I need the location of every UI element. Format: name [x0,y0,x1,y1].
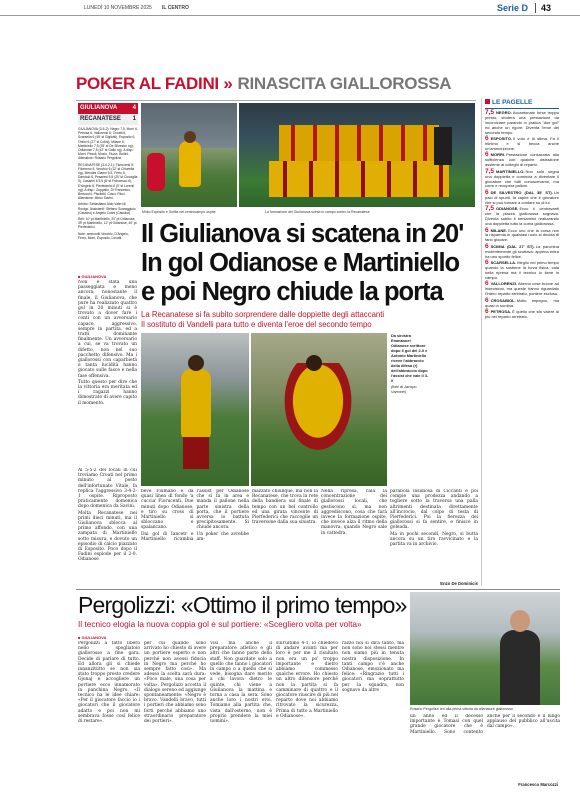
pagelle-vote: 7,5 [485,205,495,213]
byline-giulianova: ■ GIULIANOVA [78,274,107,279]
photo-action-head [188,355,204,371]
score-away-row [78,114,138,125]
pagelle-vote: 7,5 [485,109,495,116]
pagelle-vote: 7,5 [485,167,495,175]
photo-action-legs [183,437,209,469]
pagelle-vote: 6 [485,280,489,288]
headline-line-2: In gol Odianose e Martiniello [141,249,460,277]
kicker-right: RINASCITA GIALLOROSSA [237,74,452,93]
section-rule [76,589,560,590]
score-home-row [78,103,138,114]
photo-action-runner [181,369,211,439]
pagelle-player: MORRI. [490,152,506,158]
pagelle-vote: 6 [485,308,489,316]
sheet-note: Note: ammoniti Vecchio, D'Angelo, Ferro, Morri, Esposito, Lovotti. [78,231,129,240]
photo-team-goalkeeper [434,127,452,165]
pagelle-item [485,282,559,297]
score-home-team: GIULIANOVA [80,105,118,111]
caption-player-left: Mirko Esposito e Sofilla nel centrocampo ospite [142,210,216,214]
pagelle-item [485,167,559,190]
pagelle-vote: 6 [485,242,489,250]
photo-hug [251,333,387,486]
pagelle-comment: Ecco il centravanti che la piazza giallorossa sognava. Diventa subito il beniamino realizzando una doppietta tutto la curva giallorossa. [485,206,559,226]
photo-opponent-figure [147,153,165,191]
article2-col3-text: Visi ma anche il preparatore atletico e gli altri che fanno parte dello staff. Non guardate solo a quello che fanno i giocatori in campo o a quello che si vede, bisogna dare merito a chi lavora dietro le quinte, chi viene a Giulianova la mattina e torna a casa la sera. Sono anche loro i nostri eroi. Tomiamo alla partita che, vista dall'esterno, non è proprio prendere la miei uomini». [210,641,272,725]
caption-team: La formazione del Giulianova scesa in campo contro la Recanatese [265,210,370,214]
article2-col5 [342,641,404,791]
pagelle-player: ESPOSITO. [490,136,513,142]
page-number: 43 [541,3,552,13]
pagelle-player: MILANE. [490,227,508,233]
pagelle-player: NEGRO. [496,110,512,115]
sheet-recanatese: RECANATESE (3-4-2-1): Fiorucenti 5; Filomeno 5, Vecchio 6 (12' st Chiarella ng), Mendes Gianni 5,5, Ferro 6, Dandolo 6, Pesaresi 5,5 (25' st Ciccaglia 5), Casarini 6 5,5 (8' st Francesco 6), D'Angelo 6, Pierfederici 6 (5' st Lorenti ng). A disp.: Zuppallo, Di Francesco, Bertocchi, Piscitelli, Cosci, Ricci. Allenatore: Mirko Savini. [78,162,138,201]
pagelle-player: ODIANOSE. [496,206,519,212]
pagelle-item [485,137,559,152]
photo-player-figure [179,141,201,187]
score-away-team: RECANATESE [80,116,121,122]
subhead-line-1: La Recanatese si fa subito sorprendere dalle doppiette degli attaccanti [141,310,385,319]
pagelle-comment: Il voto è di stima. Fa il minimo e si becca anche un'ammonizione. [485,136,559,151]
kicker-chevron: » [223,74,238,93]
pagelle-vote: 6 [485,259,489,267]
photo-hug-head [306,355,322,371]
article2-byline-text: GIULIANOVA [81,635,107,640]
article2-col6 [410,714,560,784]
pagelle-vote: 6 [485,296,489,304]
pagelle-comment: Non solo segna una doppietta e comincia a diventare il giocatore che tutti conoscevamo, ma corre e recupera palloni. [485,168,559,189]
article1-col5-p2: Ma in pochi secondi, Negro, si butta ancora su un tiro ravvicinato e la partita va in archivio. [390,531,478,548]
headline [141,220,479,307]
article1-col4-p2: Nella ripresa, cala la concentrazione dei giallorossi locali, che gestiscono sì, ma non aggrediscono, cosa che farà invece la formazione ospite, che invece alza il ritmo della manovra, quando Negro sale in cattedra. [321,489,387,536]
score-away-value: 1 [132,116,136,122]
photo-team [239,103,475,207]
pagelle-player: MARTINIELLO. [496,168,525,174]
pagelle-player: PETROSA. [490,309,512,315]
article1-col1-p2: Tutto questo per dire che la vittoria era meritata ed i ragazzi hanno dimostrato di avere capito il momento. [78,379,137,406]
caption-hug-credit: (foto di Jacopo Varrone) [391,384,417,394]
pagelle-box [481,98,559,586]
headline-line-3: e poi Negro chiude la porta [141,278,443,306]
section-divider [535,3,536,13]
article2-col4-text: sull'ultimo 4-1, io chiedevo di andare avanti ma per loro è per me il risultato non era un po' troppo importante e dietro abbiamo commesso qualche errore. Ho chiesto un altro difensore perché non la partita si fa camminare di quattro e il giocatore riuscire di più nel reparto dove noi abbiamo ritrovato la sicurezza. Prima di tutto a Martiniello e Odianose». [276,641,338,719]
headline-line-1: Il Giulianova si scatena in 20' [141,220,464,248]
pagelle-player: CROSABIOL. [490,297,516,303]
pagelle-item [485,226,559,244]
score-home-value: 4 [132,105,136,111]
pagelle-item [485,188,559,206]
article1-col3-p3: Un poker che avrebbe am- [196,531,249,542]
article1-col2 [78,468,137,586]
pagelle-comment: È quello che sfa valere di più nel reparto arretrato. [485,309,559,319]
pagelle-comment: Accantonato forse troppo presto, sfodera una prestazione da incorniciare parando in pratica "due gol" ed anche un rigore. Diventa l'eroe del secondo tempo. [485,110,559,135]
photo-player-left [141,103,237,207]
top-bar [0,0,580,16]
pagelle-player: SCIMIA (DAL 27' ST). [490,243,535,249]
article2-byline: ■ GIULIANOVA [78,635,107,640]
pagelle-comment: La panchina evidentemente gli scottava: appena entra ha uno spunto felice. [485,243,560,259]
byline-text: GIULIANOVA [81,274,107,279]
article1-col1-p1: Non è stata una passeggiata e meno ancora, nonostante il finale, il Giulianova, che pure ha realizzato quattro gol in 20 minuti si è trovato a dover fare i conti con un avversario capace, aggressivo, sempre in partita, ed a tratti dominante finalmente. Un avversario a cui, se va trovato un difetto, non nel suo pacchetto difensivo. Ma i giallorossi con caparbietà e tanta lucidità hanno giocato sulle fasce e nella fase offensiva. [78,280,137,379]
page-date: LUNEDÌ 10 NOVEMBRE 2025 [84,5,152,11]
pagelle-header-icon [485,99,490,104]
pagelle-comment: Alterna cose buone ad indecisioni, ma queste hanno riguardato l'intero reparto arretrato, portiere escluso. [485,281,559,297]
match-sheet [78,127,138,271]
photo-team-row-back [279,125,439,165]
pagelle-list [482,109,559,320]
caption-hug [391,333,429,394]
article2-col2 [144,641,206,791]
article2-col4 [276,641,338,791]
pagelle-header [485,99,559,109]
pagelle-vote: 6 [485,188,489,196]
pagelle-vote: 6 [485,226,489,234]
pagelle-item [485,261,559,281]
kicker [76,74,476,98]
article1-col5-p1: parabola insidiosa di Ciccanti e poi compie una prodezza andando a togliere sotto la traversa una palla altrimenti destinata direttamente all'incrocio, dal colpo di testa di Pierfederici. Poi la fierezza dei giallorossi si fa sentire, e finisce in goleada. [390,489,478,531]
pagelle-item [485,296,559,309]
paper-name: IL CENTRO [162,5,189,11]
scoreboard [78,103,138,125]
photo-coach-body [500,630,540,705]
pagelle-comment: Prestazione consacrata alla sufficienza con qualche distrazione assieme ai colleghi di reparto. [485,152,559,168]
pagelle-player: DE SILVESTRO (DAL 35' ST). [490,189,553,195]
article2-col1-text: Pergolizzi a fatto libero nello spogliatoio giallorosso a fine gara. Decide di parlare di tutto. Ed allora gli si chiede innanzitutto se non sia stato troppo presto credere Gjonaj e accogliere un portiere ecco innamorato in panchina Negro. «Il tecnico ha le idee chiare: «Per il giocatore faccio io i giocatori che il giocatore adatto e poi non mi sembrava fosse così felice di restare». [78,641,140,725]
article2-subtitle: Il tecnico elogia la nuova coppia gol e sul portiere: «Scegliero volta per volta» [78,619,362,629]
pagelle-vote: 6 [485,151,489,159]
article2-col5-text: razzo noi si dirà tanto, ma non sono noi stessi mentre non siamo più in tenuta nostra disposizione. In tanti campo c'è anche Odianose, emozionato ma felice: «Ringrazio tutti i giocatori ma soprattutto per la squadra, non sognavo da altre [342,641,404,693]
article1-col5 [390,489,478,579]
caption-hug-text: Da sinistra Emmanuel Odianose scrittore dopo il gol del 2-0 e Antonio Martiniello riceve l'abbraccio della difesa (r) dell'abbraccio dopo l'assist che vale il 3-0 [391,333,429,383]
caption-coach: Rosario Pergolizzi ieri alla prima vittoria da allenatore giallorosso [410,707,513,711]
sheet-reti: Reti: 10' pt Martiniello, 20' pt Odianose, 39' pt Martiniello, 12' pt Odianose, 40' pt Pierfederici. [78,217,137,230]
article1-col2-p2: Molta Recanatese nei primi dieci minuti, ma il Giulianova sblocca al primo affondo, con una zampata di Martiniello sotto misura, e dovuto un episodio di calcio piazzato di Esposito. Poco dopo il Fadini esplode per il 2-0. Odianose [78,510,137,563]
photo-team-row-front [269,161,449,197]
article1-col4 [252,489,387,586]
pagelle-item [485,111,559,136]
pagelle-item [485,207,559,227]
article2-title: Pergolizzi: «Ottimo il primo tempo» [78,592,407,618]
article2-col1 [78,641,140,791]
pagelle-item [485,310,559,320]
article1-col2-p1: Al 5-5-2 dei locali in cui troviamo Croati nel primo minuto al posto dell'infortunato Vitale, fa replica l'aggressivo 3-4-2-1 ospite. Riproposto praticamente domenica dopo domenica da Savini. [78,468,137,510]
pagelle-comment: Ecco uno che la corsa non la risparmia in qualsiasi ruolo si decida di farlo giocare. [485,227,559,243]
article1-col3-p1: beve Fiumanò e da quasi linea di fondo 'a cuccia' Fiorucenti. Due minuti dopo Odianose, e tiro su cross di Martiniello si sbloccano e spalancano. [141,489,194,531]
pagelle-item [485,242,560,260]
article1-col4-p1: mazzato chiunque, ma non la Recanatese, che trova la rete della bandiera sul finale di tempo con un bel controllo ed una girata vincente di Pierfederici che raccoglie un traversone dalla sua sinistra. [252,489,318,526]
pagelle-comment: Meglio nel primo tempo quando la sostiene la forza fisica, cala nella ripresa ma il tecnico lo tiene in campo. [485,260,559,280]
article2-col3 [210,641,272,791]
article1-signature: Enzo De Dominicis [440,581,478,586]
kicker-left: POKER AL FADINI [76,74,219,93]
pagelle-player: SCARSELLA. [490,260,517,266]
article1-col3 [141,489,249,586]
photo-hug-players [279,363,357,458]
article1-col3-p2: Dai gol di Iancetr e Martiniello ricambia l'assist per Odianose che si fa in area e manda il pallone nella parte sinistra della porta, che il portiere avversa lo battuta precipitosamente. Si chiude ancora. [141,489,249,542]
subhead [141,310,481,330]
photo-coach-head [510,610,530,632]
sheet-arbitro: Arbitro: Sebastiano Aldo Valeri di Rovigo. Assistenti: Stefano Scaraggiolo (Cassino) e Angelo Cutini (Cassino). [78,202,136,215]
pagelle-player: VALLORENZI. [490,281,517,287]
pagelle-item [485,153,559,168]
sheet-giulianova: GIULIANOVA (3-5-2): Negro 7,5, Morri 6, Petrosa 6, Vallorenzi 6; Croatti 6, Scarsella 6 (45' st Gigliotti), Esposito 6, Orsini 6 (27' st Colini), Milane 6; Martiniello 7,5 (35' st De Silvestro ng), Odianose 7,5 (42' st Gallo ng). A disp.: Morri, Pesoli, Muzio, Fiuzzi, Bollini. Allenatore: Rosario Pergolizzi. [78,127,138,161]
section-label: Serie D [497,3,529,13]
photo-player-head [184,131,196,143]
article2-signature: Francesco Marcozzi [518,782,558,787]
pagelle-vote: 6 [485,135,489,143]
photo-coach [410,592,560,705]
kicker-rule [76,100,476,101]
photo-action [141,333,249,486]
article2-col2-text: per cui quando sono arrivato ho chiesto di avere un portiere esperto e non perché non avessi fiducia in Negro ma perché ho sempre fatto così». Ma adesso la scelta sarà dura: «Poco male, una cosa per volta». Pergolizzi accetta il dialogo sereno ed aggiunge spontaneamente: «Negro è bravo. Vandelli bravo, tutti i portieri che abbiamo sono forti perché abbiamo uno straordinario preparatore dei portieri». [144,641,206,725]
article2-col6-text: un anno ed il decesso importante è Tomasi con quel grande giocatore che è Martiniello. Sono contento anche per il secondo e il lungo applauso del pubblico all'uscita dal campo». [410,714,560,735]
pagelle-comment: Un paio di spunti, fa capire che è giocatore che si può tornare a contare su di lui. [485,189,559,205]
subhead-line-2: Il sostituto di Vandelli para tutto e diventa l'eroe del secondo tempo [141,320,372,329]
pagelle-comment: Molto impegno, ma quasi in sordina. [485,297,559,308]
pagelle-header-text: LE PAGELLE [492,99,533,106]
